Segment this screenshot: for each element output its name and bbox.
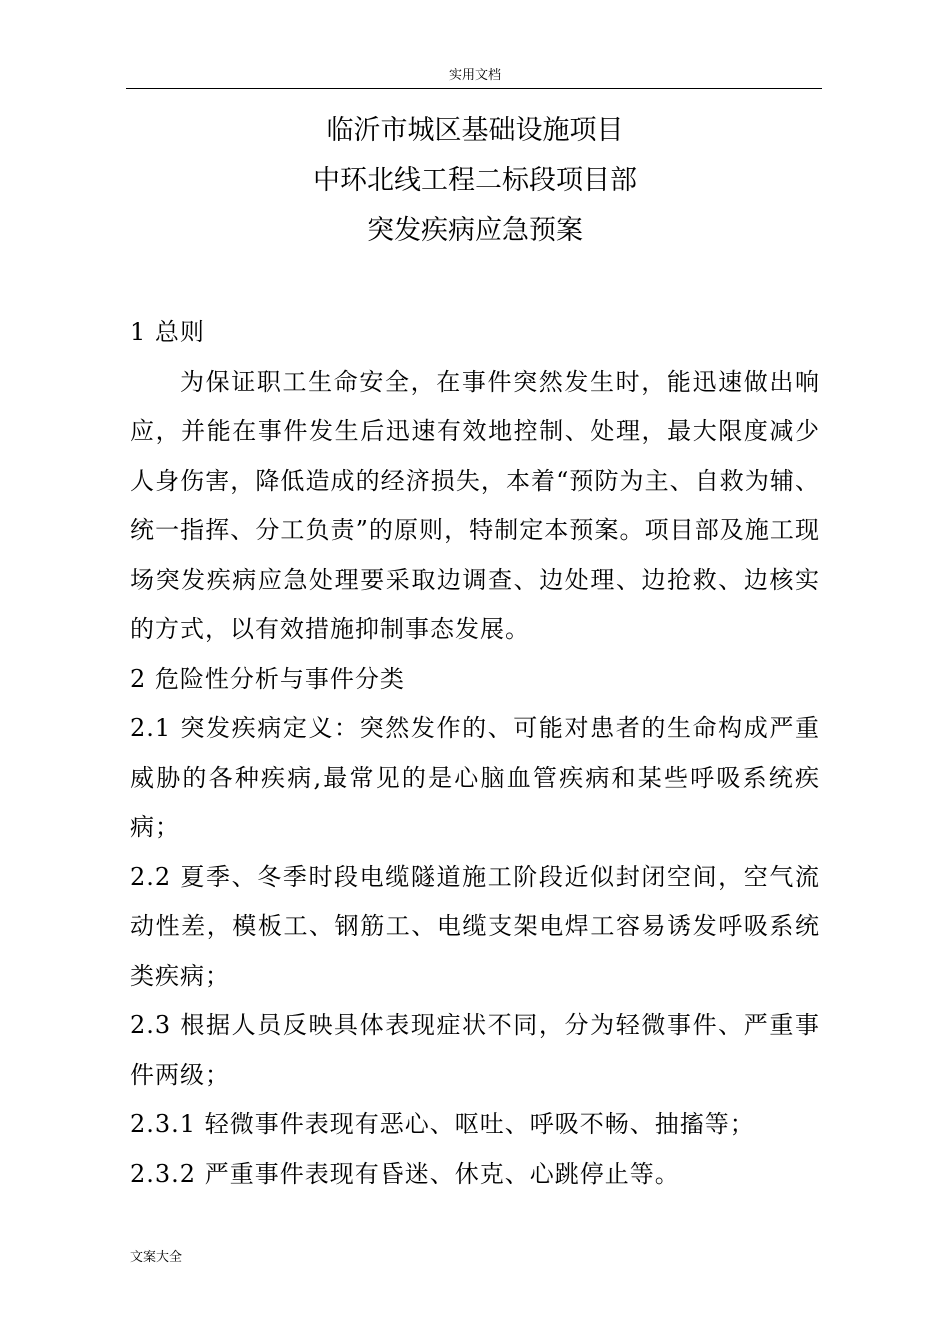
document-title-line-2: 中环北线工程二标段项目部 [313, 165, 637, 196]
document-body [130, 308, 820, 1199]
section-1-paragraph: 为保证职工生命安全，在事件突然发生时，能迅速做出响应，并能在事件发生后迅速有效地控制、处理，最大限度减少人身伤害，降低造成的经济损失，本着“预防为主、自救为辅、统一指挥、分工负责”的原则，特制定本预案。项目部及施工现场突发疾病应急处理要采取边调查、边处理、边抢救、边核实的方式，以有效措施抑制事态发展。 [130, 367, 820, 643]
clause-2-3: 2.3 根据人员反映具体表现症状不同，分为轻微事件、严重事件两级； [130, 1011, 820, 1089]
section-1-heading: 1 总则 [130, 318, 205, 346]
clause-2-2: 2.2 夏季、冬季时段电缆隧道施工阶段近似封闭空间，空气流动性差，模板工、钢筋工、电缆支架电焊工容易诱发呼吸系统类疾病； [130, 862, 820, 990]
section-2-heading: 2 危险性分析与事件分类 [130, 664, 405, 693]
running-footer: 文案大全 [130, 1250, 183, 1265]
clause-2-1: 2.1 突发疾病定义：突然发作的、可能对患者的生命构成严重威胁的各种疾病,最常见的是心脑血管疾病和某些呼吸系统疾病； [130, 714, 820, 841]
clause-2-3-2: 2.3.2 严重事件表现有昏迷、休克、心跳停止等。 [130, 1159, 680, 1188]
document-title-line-3: 突发疾病应急预案 [367, 215, 583, 246]
document-title-line-1: 临沂市城区基础设施项目 [326, 115, 624, 146]
header-divider [126, 88, 822, 89]
clause-2-3-1: 2.3.1 轻微事件表现有恶心、呕吐、呼吸不畅、抽搐等； [130, 1110, 755, 1138]
running-header: 实用文档 [448, 68, 501, 83]
